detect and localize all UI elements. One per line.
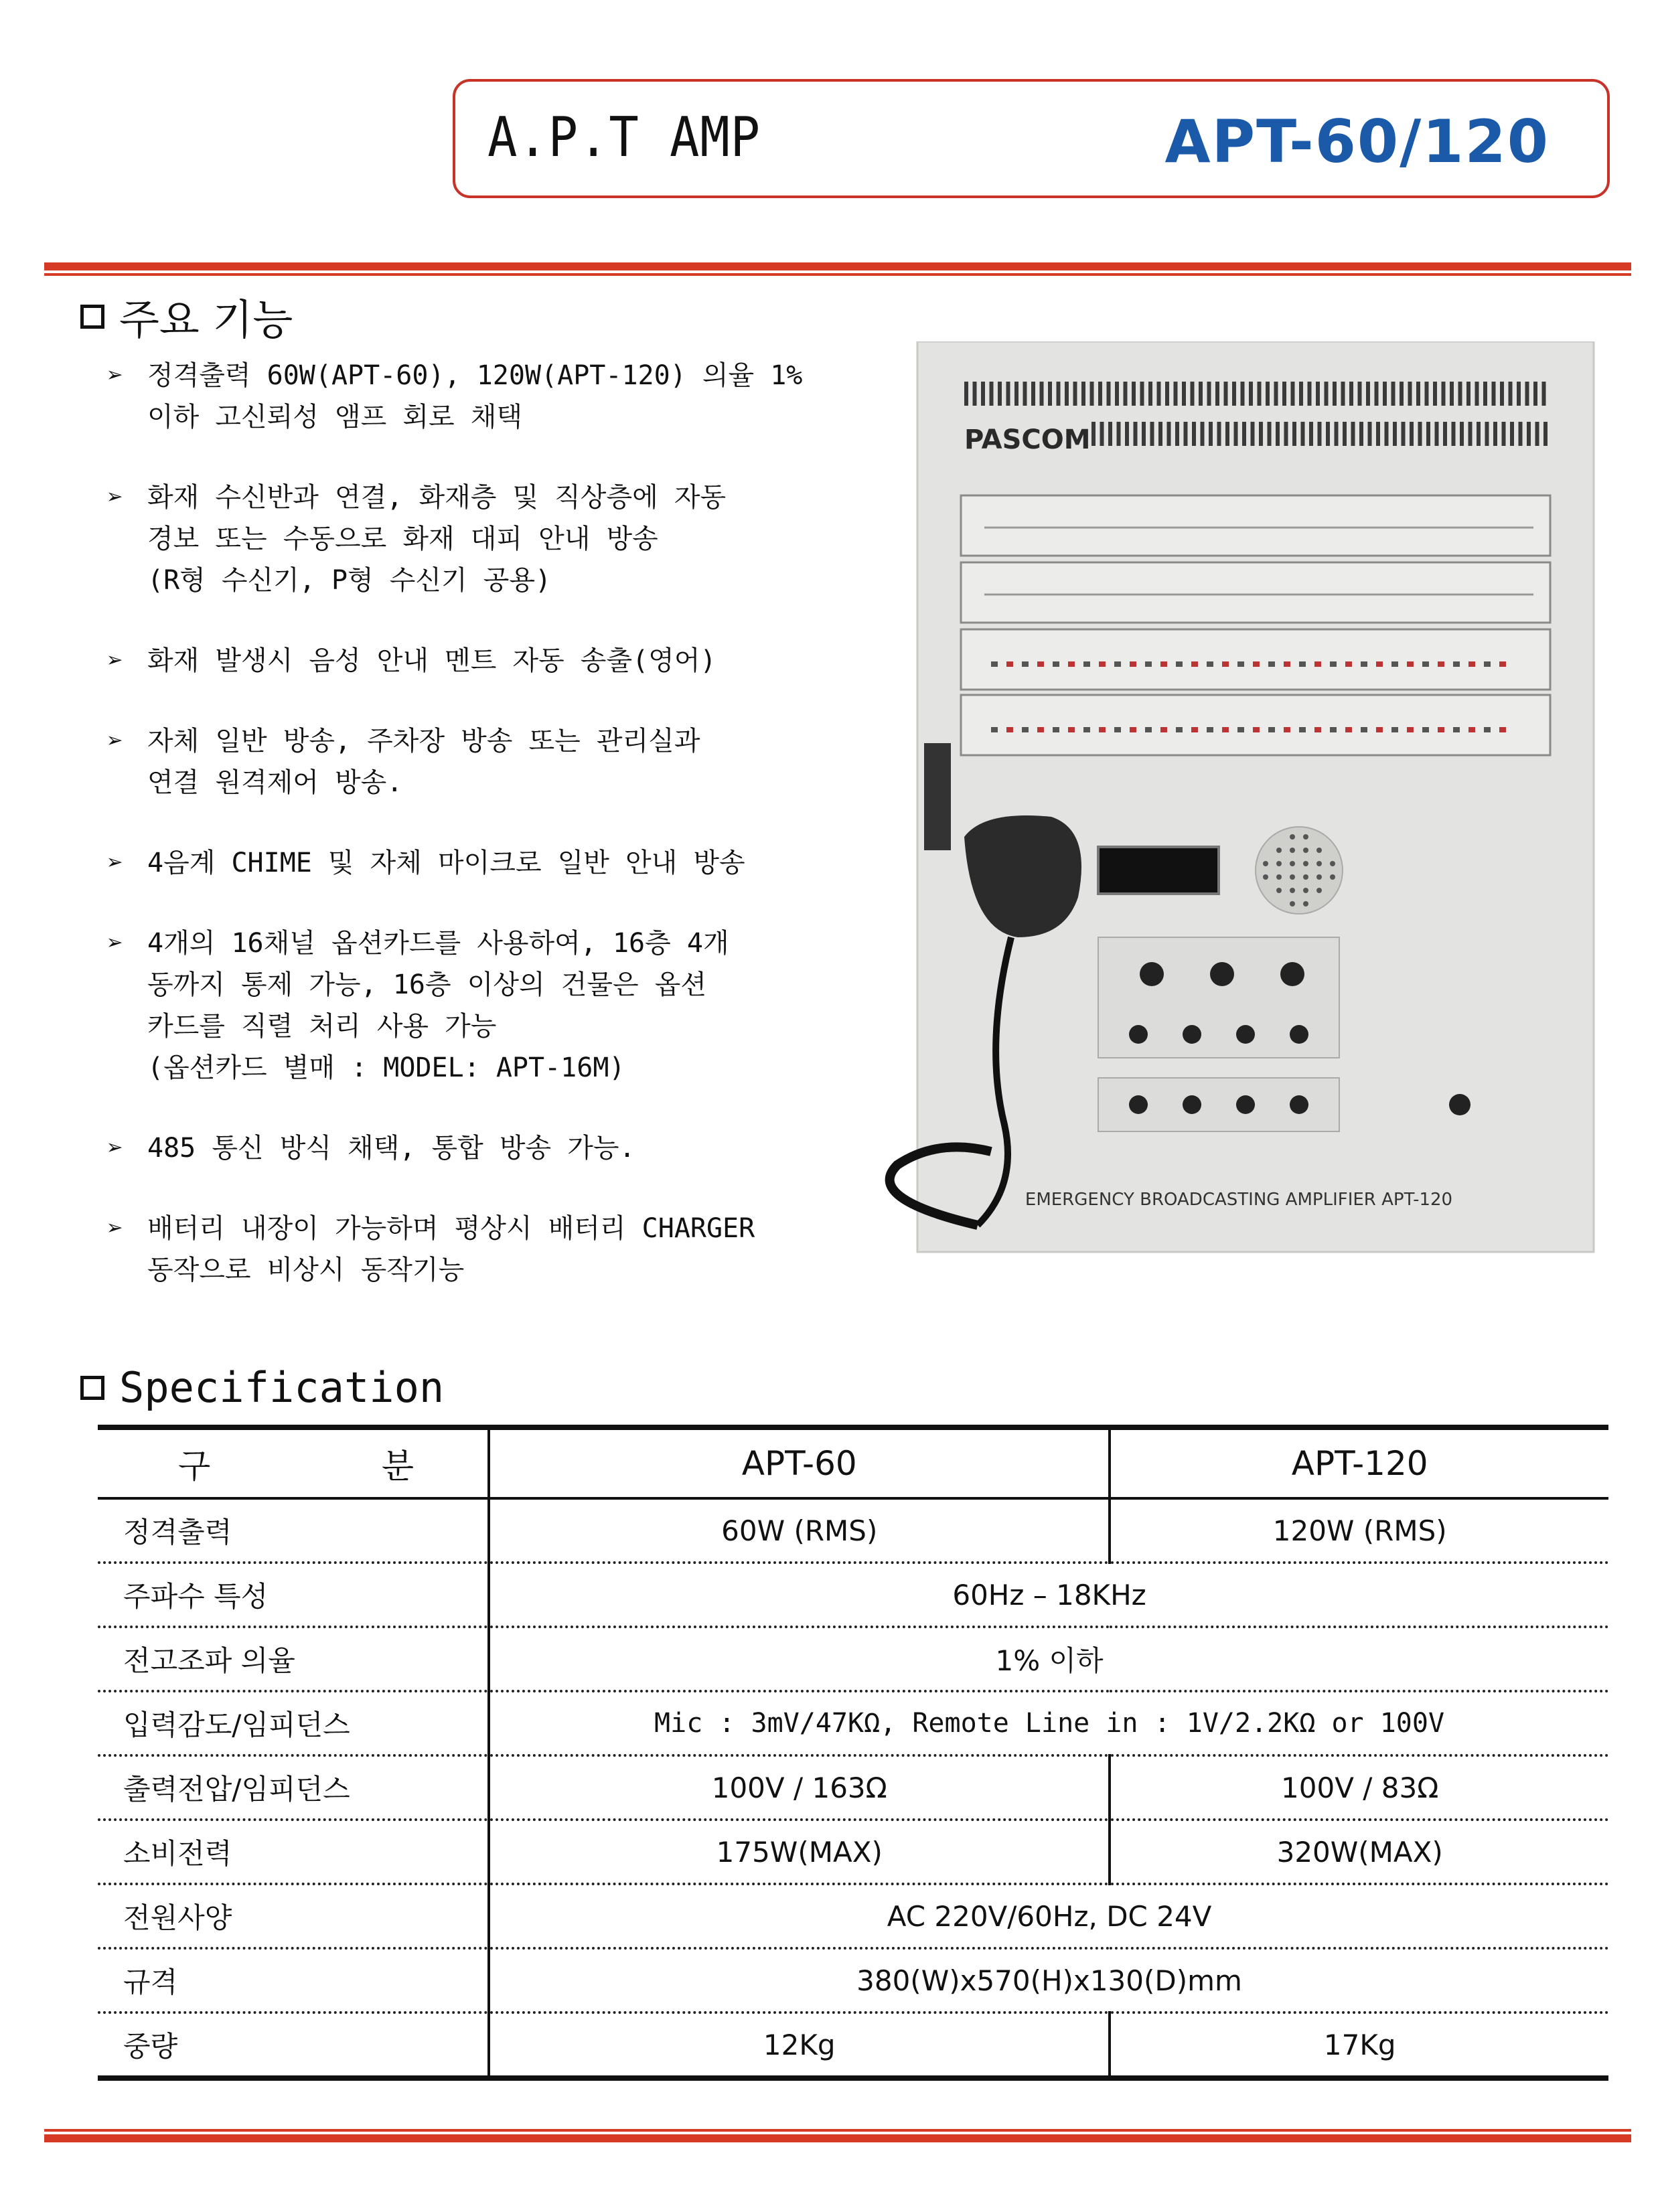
features-heading	[80, 287, 293, 346]
table-row: 규격 380(W)x570(H)x130(D)mm	[98, 1948, 1608, 2012]
features-heading-text: 주요 기능	[119, 295, 293, 344]
feature-list	[107, 355, 850, 1330]
spec-heading	[80, 1363, 444, 1412]
product-photo	[864, 341, 1614, 1306]
model-title: APT-60/120	[1164, 107, 1550, 176]
arrow-bullet-icon: ➢	[107, 726, 124, 757]
spec-header-row	[98, 1427, 1608, 1498]
arrow-bullet-icon: ➢	[107, 482, 124, 513]
table-row: 주파수 특성 60Hz – 18KHz	[98, 1563, 1608, 1627]
arrow-bullet-icon: ➢	[107, 1213, 124, 1244]
title-box	[453, 79, 1610, 198]
feature-item: ➢ 화재 수신반과 연결, 화재층 및 직상층에 자동 경보 또는 수동으로 화재 대피 안내 방송 (R형 수신기, P형 수신기 공용)	[107, 477, 850, 601]
feature-item: ➢ 4음계 CHIME 및 자체 마이크로 일반 안내 방송	[107, 842, 850, 884]
vent-slots-row-2	[1091, 422, 1548, 446]
spec-table	[98, 1425, 1608, 2081]
table-row: 중량 12Kg 17Kg	[98, 2012, 1608, 2078]
document-title: A.P.T AMP	[487, 106, 761, 169]
table-row: 출력전압/임피던스 100V / 163Ω 100V / 83Ω	[98, 1755, 1608, 1820]
spec-heading-text: Specification	[119, 1363, 445, 1412]
brand-logo: PASCOM	[964, 424, 1091, 455]
arrow-bullet-icon: ➢	[107, 360, 124, 391]
table-row: 전원사양 AC 220V/60Hz, DC 24V	[98, 1884, 1608, 1948]
panel-caption: EMERGENCY BROADCASTING AMPLIFIER APT-120	[1025, 1190, 1453, 1210]
bottom-divider	[44, 2129, 1631, 2142]
checkbox-square-icon	[80, 1376, 104, 1400]
header-apt60: APT-60	[489, 1427, 1110, 1498]
header-apt120: APT-120	[1110, 1427, 1608, 1498]
feature-item: ➢ 4개의 16채널 옵션카드를 사용하여, 16층 4개 동까지 통제 가능, 16층 이상의 건물은 옵션 카드를 직렬 처리 사용 가능 (옵션카드 별매 : MODEL: APT-16M)	[107, 923, 850, 1089]
feature-item: ➢ 배터리 내장이 가능하며 평상시 배터리 CHARGER 동작으로 비상시 동작기능	[107, 1208, 850, 1291]
header-category: 구 분	[178, 1447, 414, 1486]
arrow-bullet-icon: ➢	[107, 645, 124, 676]
checkbox-square-icon	[80, 305, 104, 329]
feature-item: ➢ 정격출력 60W(APT-60), 120W(APT-120) 의율 1% 이하 고신뢰성 앰프 회로 채택	[107, 355, 850, 438]
arrow-bullet-icon: ➢	[107, 848, 124, 878]
table-row: 전고조파 의율 1% 이하	[98, 1627, 1608, 1691]
feature-item: ➢ 자체 일반 방송, 주차장 방송 또는 관리실과 연결 원격제어 방송.	[107, 720, 850, 803]
arrow-bullet-icon: ➢	[107, 1133, 124, 1164]
table-row: 입력감도/임피던스 Mic : 3mV/47KΩ, Remote Line in : 1V/2.2KΩ or 100V	[98, 1691, 1608, 1755]
table-row: 정격출력 60W (RMS) 120W (RMS)	[98, 1498, 1608, 1563]
feature-item: ➢ 화재 발생시 음성 안내 멘트 자동 송출(영어)	[107, 640, 850, 682]
feature-item: ➢ 485 통신 방식 채택, 통합 방송 가능.	[107, 1127, 850, 1169]
arrow-bullet-icon: ➢	[107, 928, 124, 959]
top-divider	[44, 262, 1631, 276]
table-row: 소비전력 175W(MAX) 320W(MAX)	[98, 1820, 1608, 1884]
